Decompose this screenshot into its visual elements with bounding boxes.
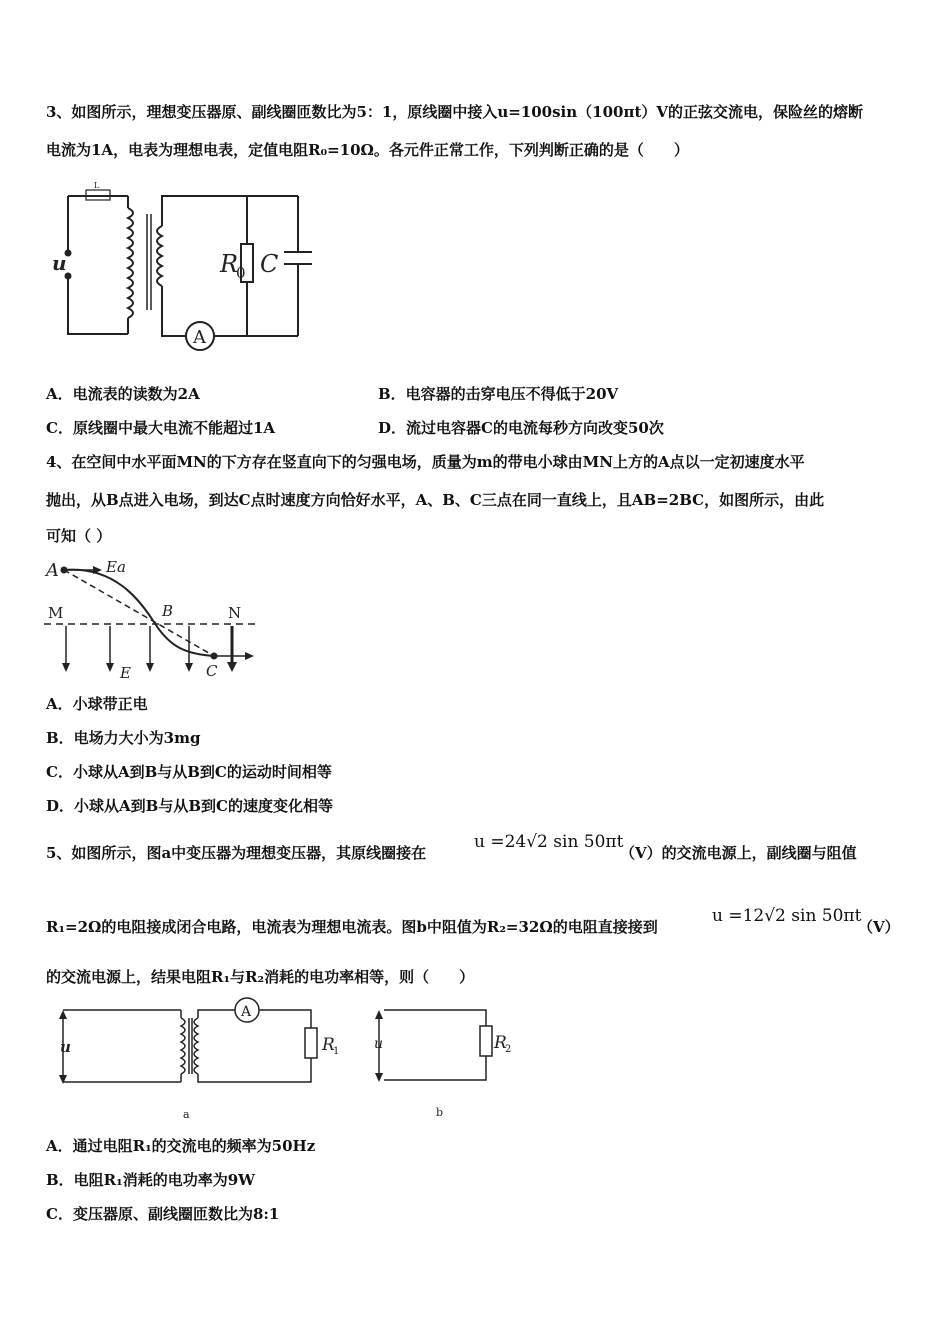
q4-label-a: A bbox=[46, 560, 59, 581]
q4-field-diagram bbox=[44, 554, 264, 684]
q4-stem-line-3: 可知（ ） bbox=[46, 527, 112, 545]
q4-option-b[interactable]: B．电场力大小为3mg bbox=[46, 729, 201, 747]
q3-label-c: C bbox=[260, 250, 279, 278]
q5a-label-r1-sub: 1 bbox=[333, 1046, 340, 1057]
q3-label-r0-sub: 0 bbox=[236, 264, 246, 282]
q3-label-fuse: L bbox=[94, 181, 100, 190]
q5-formula-2: u =12√2 sin 50πt bbox=[712, 906, 862, 926]
q3-label-ammeter: A bbox=[193, 327, 206, 348]
q4-label-ea: Ea bbox=[106, 558, 126, 576]
q3-option-b[interactable]: B．电容器的击穿电压不得低于20V bbox=[378, 385, 619, 403]
q4-label-c: C bbox=[206, 662, 218, 680]
q5-stem-line-3: 的交流电源上，结果电阻R₁与R₂消耗的电功率相等，则（ ） bbox=[46, 968, 475, 986]
q5-circuit-diagram-b bbox=[370, 1000, 530, 1120]
q4-stem-line-2: 抛出，从B点进入电场，到达C点时速度方向恰好水平，A、B、C三点在同一直线上，且AB=2BC，如图所示，由此 bbox=[46, 491, 825, 509]
q4-option-a[interactable]: A．小球带正电 bbox=[46, 695, 148, 713]
q3-label-r0: R bbox=[220, 250, 239, 278]
q5b-caption: b bbox=[436, 1106, 444, 1119]
q4-label-e: E bbox=[120, 664, 131, 682]
q5a-label-u: u bbox=[60, 1038, 71, 1056]
q4-label-b: B bbox=[162, 602, 174, 620]
q5-option-b[interactable]: B．电阻R₁消耗的电功率为9W bbox=[46, 1171, 255, 1189]
q3-stem-line-2: 电流为1A，电表为理想电表，定值电阻R₀=10Ω。各元件正常工作，下列判断正确的是（ ） bbox=[46, 141, 689, 159]
q5-formula-1: u =24√2 sin 50πt bbox=[474, 832, 624, 852]
q4-option-c[interactable]: C．小球从A到B与从B到C的运动时间相等 bbox=[46, 763, 332, 781]
q5-option-c[interactable]: C．变压器原、副线圈匝数比为8:1 bbox=[46, 1205, 280, 1223]
q3-circuit-diagram bbox=[50, 178, 310, 358]
q4-label-n: N bbox=[228, 604, 242, 622]
q5-stem-line-2-tail: （V） bbox=[858, 918, 900, 936]
q5-circuit-diagram-a bbox=[56, 998, 340, 1122]
q5-stem-line-1: 5、如图所示，图a中变压器为理想变压器，其原线圈接在 bbox=[46, 844, 427, 862]
q5a-caption: a bbox=[183, 1108, 190, 1121]
q5b-label-r2: R bbox=[494, 1033, 507, 1053]
q4-label-m: M bbox=[48, 604, 64, 622]
q5a-label-r1: R bbox=[322, 1035, 335, 1055]
q5a-label-ammeter: A bbox=[241, 1004, 252, 1020]
q5-option-a[interactable]: A．通过电阻R₁的交流电的频率为50Hz bbox=[46, 1137, 316, 1155]
q5b-label-u: u bbox=[374, 1036, 384, 1052]
q3-option-d[interactable]: D．流过电容器C的电流每秒方向改变50次 bbox=[378, 419, 664, 437]
q4-stem-line-1: 4、在空间中水平面MN的下方存在竖直向下的匀强电场，质量为m的带电小球由MN上方的A点以一定初速度水平 bbox=[46, 453, 805, 471]
q3-stem-line-1: 3、如图所示，理想变压器原、副线圈匝数比为5：1，原线圈中接入u=100sin（100πt）V的正弦交流电，保险丝的熔断 bbox=[46, 103, 864, 121]
q5b-label-r2-sub: 2 bbox=[505, 1044, 512, 1055]
q5-stem-line-2: R₁=2Ω的电阻接成闭合电路，电流表为理想电流表。图b中阻值为R₂=32Ω的电阻直接接到 bbox=[46, 918, 658, 936]
q4-option-d[interactable]: D．小球从A到B与从B到C的速度变化相等 bbox=[46, 797, 333, 815]
q3-label-u: u bbox=[52, 251, 67, 275]
q3-option-c[interactable]: C．原线圈中最大电流不能超过1A bbox=[46, 419, 276, 437]
q3-option-a[interactable]: A．电流表的读数为2A bbox=[46, 385, 200, 403]
q5-stem-line-1-tail: （V）的交流电源上，副线圈与阻值 bbox=[620, 844, 857, 862]
